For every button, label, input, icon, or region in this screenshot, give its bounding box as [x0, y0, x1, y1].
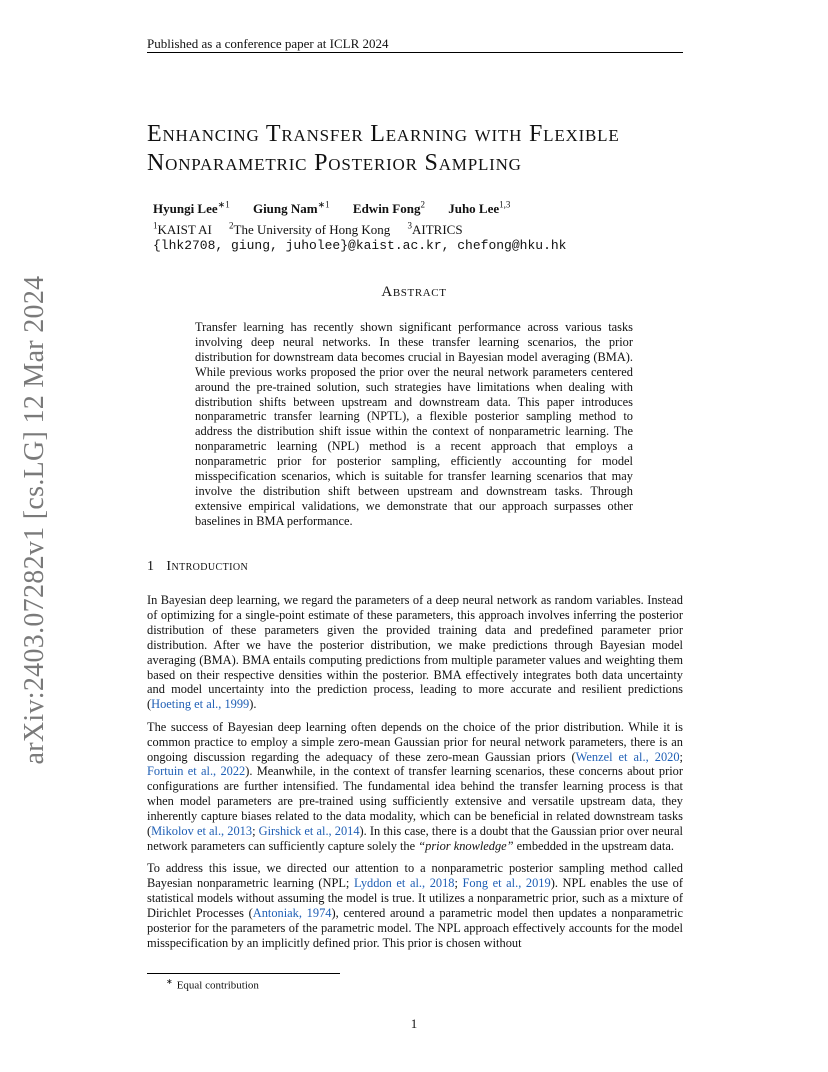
running-header: Published as a conference paper at ICLR 2024 [147, 36, 389, 51]
affiliation: $^1$KAIST AI [153, 220, 212, 237]
author: Edwin Fong$^2$ [352, 200, 425, 217]
header-rule [147, 52, 683, 53]
citation-link[interactable]: Lyddon et al., 2018 [353, 876, 455, 891]
citation-link[interactable]: Fortuin et al., 2022 [147, 764, 246, 779]
abstract-text: Transfer learning has recently shown significant performance across various tasks involving deep neural networks. In these transfer learning scenarios, the prior distribution for downstream data becomes crucial in Bayesian model averaging (BMA). While previous works proposed the prior over the neural network parameters centered around the pre-trained solution, such strategies have limitations when dealing with distribution shifts between upstream and downstream data. This paper introduces nonparametric transfer learning (NPTL), a flexible posterior sampling method to address the distribution shift issue within the context of nonparametric learning. The nonparametric learning (NPL) method is a recent approach that employs a nonparametric prior for posterior sampling, efficiently accounting for model misspecification scenarios, which is suitable for transfer learning scenarios that may involve the distribution shift between upstream and downstream tasks. Through extensive empirical validations, we demonstrate that our approach surpasses other baselines in BMA performance. [195, 320, 633, 528]
footnote: ∗ Equal contribution [166, 977, 259, 992]
author-emails: {lhk2708, giung, juholee}@kaist.ac.kr, chefong@hku.hk [153, 237, 567, 253]
citation-link[interactable]: Antoniak, 1974 [252, 906, 332, 921]
footnote-rule [147, 973, 340, 974]
body-text [147, 593, 683, 958]
citation-link[interactable]: Mikolov et al., 2013 [151, 824, 253, 839]
abstract-heading: Abstract [381, 284, 447, 300]
section-number: 1 [147, 559, 155, 574]
author: Giung Nam$^{∗1}$ [252, 200, 330, 217]
author-names [153, 197, 566, 217]
arxiv-stamp: arXiv:2403.07282v1 [cs.LG] 12 Mar 2024 [19, 275, 50, 765]
page-number: 1 [410, 1016, 418, 1031]
paragraph: To address this issue, we directed our attention to a nonparametric posterior sampling method called Bayesian nonparametric learning (NPL; Lyddon et al., 2018; Fong et al., 2019). NPL enables the use of statistical models without assuming the model is true. It utilizes a nonparametric prior, such as a mixture of Dirichlet Processes (Antoniak, 1974), centered around a parametric model then updates a nonparametric posterior for the parameters of the parametric model. The NPL approach effectively accounts for the model misspecification by an implicitly defined prior. This prior is chosen without [147, 861, 683, 950]
affiliations [153, 217, 566, 237]
section-title: Introduction [166, 559, 249, 574]
section-heading [147, 559, 248, 575]
affiliation: $^2$The University of Hong Kong [229, 220, 391, 237]
author-block [153, 197, 566, 254]
title-line-1: Enhancing Transfer Learning with Flexible [147, 121, 620, 147]
paper-title [147, 120, 707, 178]
author: Hyungi Lee$^{∗1}$ [153, 200, 230, 217]
citation-link[interactable]: Fong et al., 2019 [462, 876, 551, 891]
citation-link[interactable]: Girshick et al., 2014 [258, 824, 360, 839]
paragraph: In Bayesian deep learning, we regard the parameters of a deep neural network as random variables. Instead of optimizing for a single-point estimate of these parameters, this approach involves inferring the posterior distribution of these parameters given the provided training data and predefined parameter prior distribution. After we have the posterior distribution, we make predictions through Bayesian model averaging (BMA). BMA entails computing predictions from multiple parameter values and weighting them based on their respective densities within the posterior. BMA effectively integrates both data uncertainty and model uncertainty into the prediction process, leading to more accurate and resilient predictions (Hoeting et al., 1999). [147, 593, 683, 712]
author: Juho Lee$^{1,3}$ [448, 200, 511, 217]
title-line-2: Nonparametric Posterior Sampling [147, 150, 522, 176]
emphasis: “prior knowledge” [418, 839, 514, 853]
affiliation: $^3$AITRICS [407, 220, 463, 237]
citation-link[interactable]: Hoeting et al., 1999 [151, 697, 250, 712]
citation-link[interactable]: Wenzel et al., 2020 [575, 749, 680, 764]
paragraph: The success of Bayesian deep learning often depends on the choice of the prior distribution. While it is common practice to employ a simple zero-mean Gaussian prior for neural network parameters, there is an ongoing discussion regarding the adequacy of these zero-mean Gaussian priors (Wenzel et al., 2020; Fortuin et al., 2022). Meanwhile, in the context of transfer learning scenarios, these concerns about prior configurations are further intensified. The fundamental idea behind the transfer learning process is that when model parameters are pre-trained using sufficiently extensive and versatile upstream data, they inherently capture biases related to the data modality, which can be beneficial in related downstream tasks (Mikolov et al., 2013; Girshick et al., 2014). In this case, there is a doubt that the Gaussian prior over neural network parameters can sufficiently capture solely the “prior knowledge” embedded in the upstream data. [147, 719, 683, 853]
